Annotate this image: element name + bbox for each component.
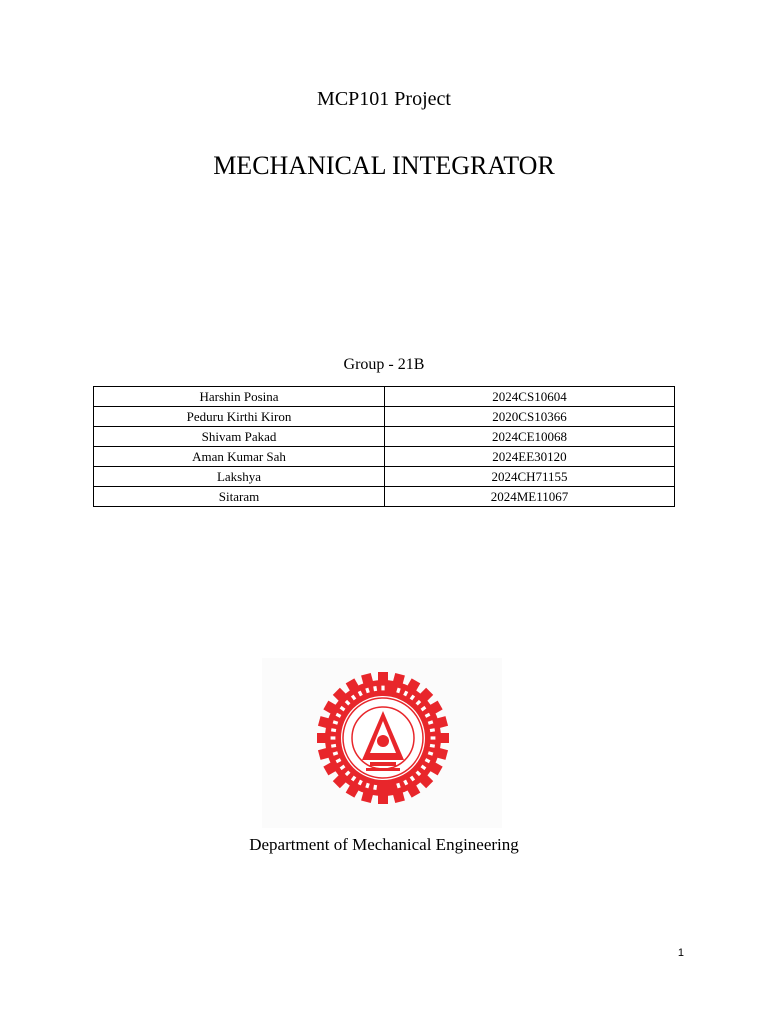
member-id: 2024CH71155 [385, 467, 675, 487]
ring-letter-mark [431, 736, 436, 739]
member-id: 2024ME11067 [385, 487, 675, 507]
table-row [94, 387, 675, 407]
member-id: 2024CS10604 [385, 387, 675, 407]
member-name: Shivam Pakad [94, 427, 385, 447]
table-row [94, 447, 675, 467]
member-name: Sitaram [94, 487, 385, 507]
emblem-lamp [377, 735, 389, 747]
emblem-base [370, 762, 396, 766]
member-name: Harshin Posina [94, 387, 385, 407]
member-name: Aman Kumar Sah [94, 447, 385, 467]
member-id: 2020CS10366 [385, 407, 675, 427]
table-row [94, 407, 675, 427]
table-row [94, 427, 675, 447]
page-number: 1 [677, 947, 684, 959]
iit-delhi-emblem-icon [262, 658, 502, 828]
emblem-base-lower [366, 768, 400, 771]
ring-letter-mark [381, 686, 384, 691]
member-id: 2024CE10068 [385, 427, 675, 447]
members-table [93, 386, 675, 507]
table-row [94, 467, 675, 487]
project-subtitle: MCP101 Project [317, 88, 451, 110]
group-label: Group - 21B [343, 356, 425, 373]
institute-logo [262, 658, 502, 828]
member-name: Lakshya [94, 467, 385, 487]
department-name: Department of Mechanical Engineering [249, 835, 519, 854]
table-row [94, 487, 675, 507]
document-title: MECHANICAL INTEGRATOR [213, 151, 555, 180]
member-name: Peduru Kirthi Kiron [94, 407, 385, 427]
member-id: 2024EE30120 [385, 447, 675, 467]
ring-letter-mark [331, 736, 336, 739]
